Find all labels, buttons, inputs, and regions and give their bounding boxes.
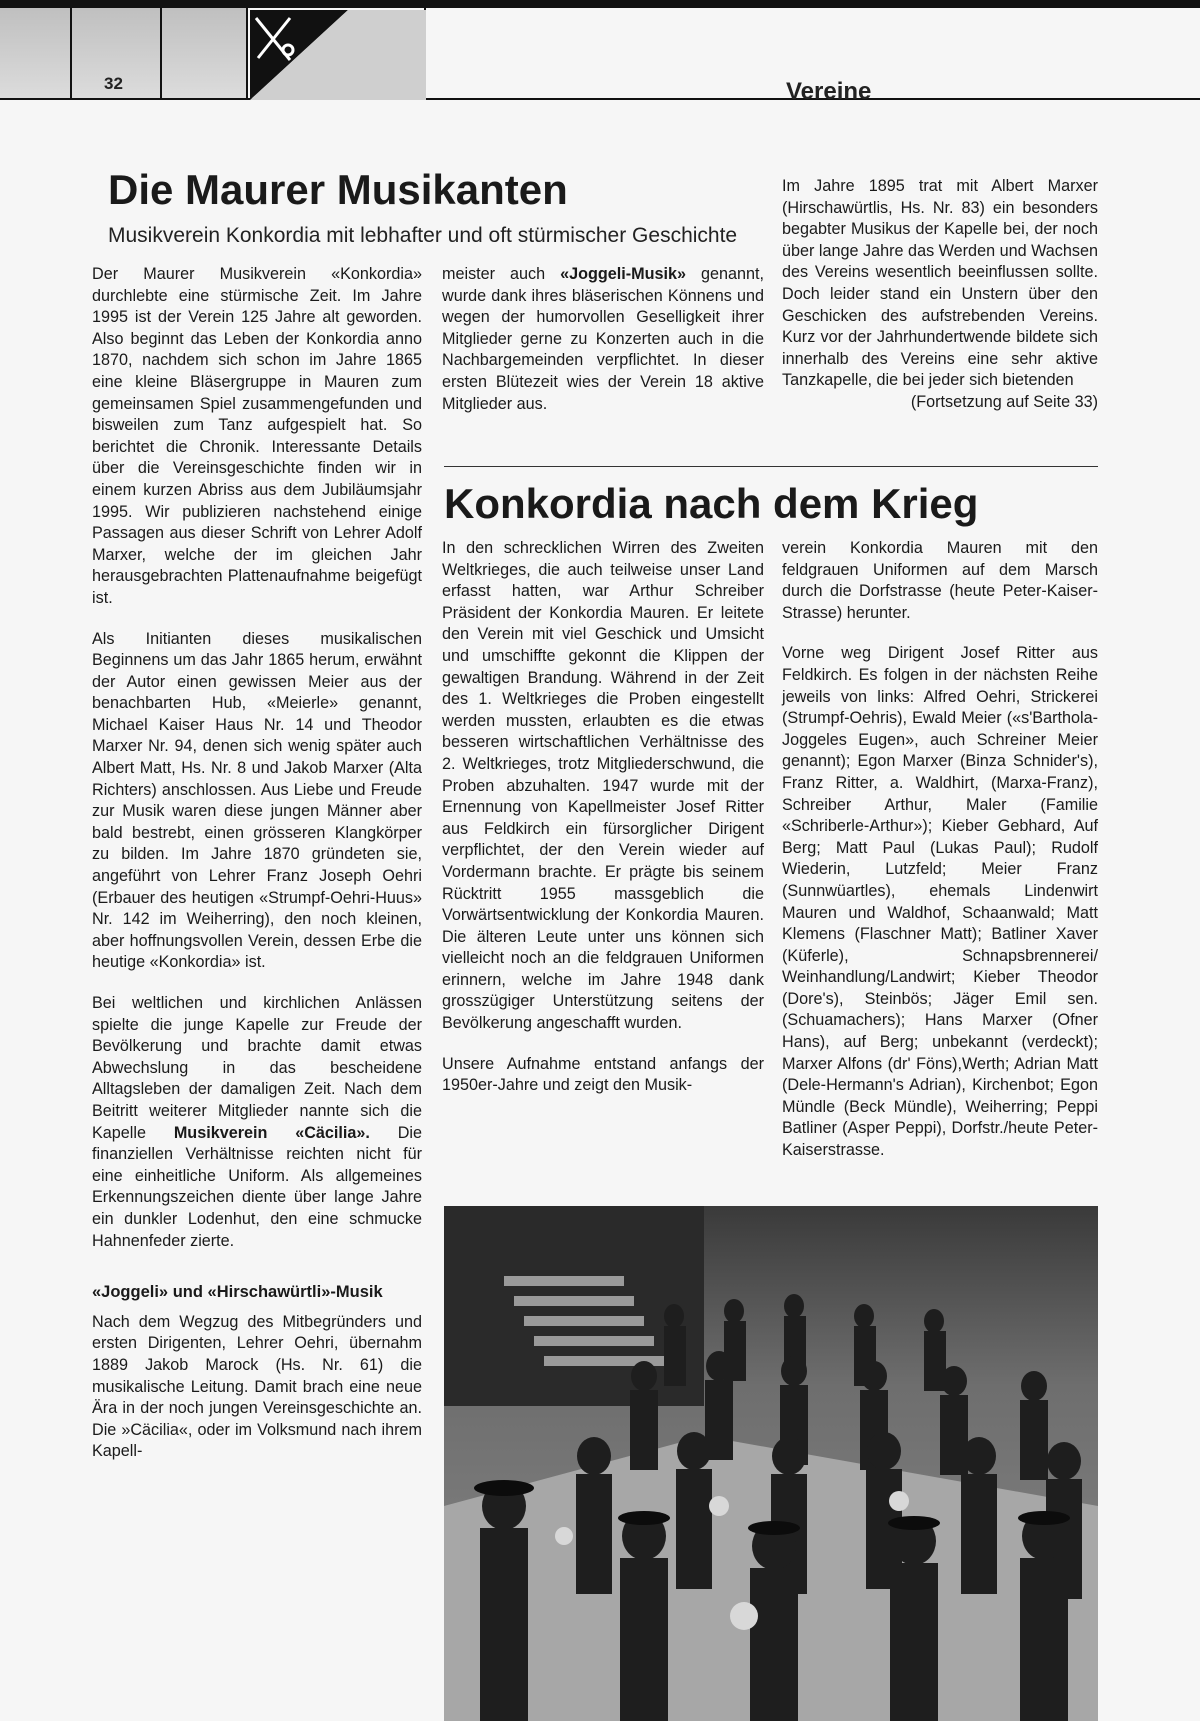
paragraph-text: meister auch	[442, 265, 546, 283]
paragraph	[92, 629, 422, 975]
bold-text: «Joggeli-Musik»	[560, 265, 687, 283]
paragraph	[92, 993, 422, 1252]
article-column-3	[782, 176, 1098, 414]
header-box	[0, 0, 72, 100]
krieg-column-right	[782, 538, 1098, 1162]
paragraph	[442, 264, 764, 415]
top-stripe	[0, 0, 1200, 8]
paragraph: verein Konkordia Mauren mit den feldgrauen Uniformen auf dem Marsch durch die Dorfstrasse (heute Peter-Kaiser-Strasse) herunter.	[782, 539, 1098, 622]
paragraph-text: Die finanziellen Verhältnisse reichten nicht für eine einheitliche Uniform. Als allgemeines Erkennungszeichen diente über lange Jahre ein dunkler Lodenhut, den eine schmucke Hahnenfeder zierte.	[92, 1123, 423, 1250]
section-title: Vereine	[786, 78, 872, 105]
paragraph: Der Maurer Musikverein «Konkordia» durchlebte eine stürmische Zeit. Im Jahre 1995 ist der Verein 125 Jahre alt geworden. Also beginnt das Leben der Konkordia anno 1870, nachdem sich schon im Jahre 1865 eine kleine Bläsergruppe in Mauren zum gemeinsamen Spiel zusammengefunden und bisweilen zum Tanz aufgespielt hat. So berichtet die Chronik. Interessante Details über die Vereinsgeschichte finden wir in einem kurzen Abriss aus dem Jubiläumsjahr 1995. Wir publizieren nachstehend einige Passagen aus dieser Schrift von Lehrer Adolf Marxer, welche der im gleichen Jahr herausgebrachten Plattenaufnahme beigefügt ist.	[92, 265, 422, 607]
paragraph: Unsere Aufnahme entstand anfangs der 1950er-Jahre und zeigt den Musik-	[442, 1054, 764, 1095]
paragraph: Nach dem Wegzug des Mitbegründers und ersten Dirigenten, Lehrer Oehri, übernahm 1889 Jakob Marock (Hs. Nr. 61) die musikalische Leitung. Damit brach eine neue Ära in der noch jungen Vereinsgeschichte an. Die »Cäcilia«, oder im Volksmund nach ihrem Kapell-	[92, 1312, 422, 1461]
article-subtitle: Musikverein Konkordia mit lebhafter und oft stürmischer Geschichte	[108, 224, 738, 247]
paragraph-text: Als Initianten dieses musikalischen Beginnens um das Jahr 1865 herum, erwähnt der Autor einen gewissen Meier aus der benachbarten Hub, «Meierle» genannt, Michael Kaiser Haus Nr. 14 und Theodor Marxer Nr. 94, denen sich wenig später auch Albert Matt, Hs. Nr. 8 und Jakob Marxer (Alta Richters) anschlossen. Aus Liebe und Freude zur Musik waren diese jungen Männer aber bald bestrebt, einen grösseren Klangkörper zu bilden. Im Jahre 1870 gründeten sie, angeführt von Lehrer Franz Joseph Oehri (Erbauer des heutigen «Strumpf-Oehri-Huus» Nr. 142 im Weiherring), den noch kleinen, aber hoffnungsvollen Verein, dessen Erbe die heutige «Konkordia» ist.	[92, 629, 422, 972]
band-march-photo	[444, 1206, 1098, 1721]
krieg-title: Konkordia nach dem Krieg	[444, 480, 979, 527]
article-column-1	[92, 264, 422, 1463]
section-divider	[444, 466, 1098, 467]
crest-emblem-icon	[250, 0, 426, 110]
paragraph-text: Bei weltlichen und kirchlichen Anlässen spielte die junge Kapelle zur Freude der Bevölkerung und brachte damit etwas Abwechslung in das bescheidene Alltagsleben der damaligen Zeit. Nach dem Beitritt weiterer Mitglieder nannte sich die Kapelle	[92, 994, 422, 1142]
krieg-column-left	[442, 538, 764, 1097]
article-title: Die Maurer Musikanten	[108, 166, 568, 213]
continuation-note: (Fortsetzung auf Seite 33)	[910, 392, 1098, 411]
paragraph-text: genannt, wurde dank ihres bläserischen Könnens und wegen der humorvollen Geselligkeit ihrer Mitglieder gerne zu Konzerten auch in die Nachbargemeinden verpflichtet. In dieser ersten Blütezeit wies der Verein 18 aktive Mitglieder aus.	[442, 265, 765, 413]
paragraph: Vorne weg Dirigent Josef Ritter aus Feldkirch. Es folgen in der nächsten Reihe jeweils von links: Alfred Oehri, Strickerei (Strumpf-Oehris), Ewald Meier («s'Barthola-Joggeles Eugen», auch Schreiner Meier genannt); Egon Marxer (Binza Schnider's), Franz Ritter, a. Waldhirt, (Marxa-Franz), Schreiber Arthur, Maler (Familie «Schriberle-Arthur»); Kieber Gebhard, Auf Berg; Matt Paul (Lukas Paul); Rudolf Wiederin, Lutzfeld; Meier Franz (Sunnwüartles), ehemals Lindenwirt Mauren und Waldhof, Schaanwald; Matt Klemens (Flaschner Matt); Batliner Xaver (Küferle), Schnapsbrennerei/ Weinhandlung/Landwirt; Kieber Theodor (Dore's), Steinbös; Jäger Emil sen. (Schuamachers); Hans Marxer (Ofner Hans), auf Berg; unbekannt (verdeckt); Marxer Alfons (dr' Föns),Werth; Adrian Matt (Dele-Hermann's Adrian), Kirchenbot; Egon Mündle (Beck Mündle), Weiherring; Peppi Batliner (Asper Peppi), Dorfstr./heute Peter-Kaiserstrasse.	[782, 644, 1098, 1160]
header-box	[162, 0, 248, 100]
page-header	[0, 0, 1200, 100]
subheading: «Joggeli» und «Hirschawürtli»-Musik	[92, 1283, 383, 1302]
page-number: 32	[104, 74, 123, 93]
article-column-2	[442, 264, 764, 415]
bold-text: Musikverein «Cäcilia».	[173, 1123, 370, 1142]
paragraph: In den schrecklichen Wirren des Zweiten Weltkrieges, die auch teilweise unser Land erfasst hatten, war Arthur Schreiber Präsident der Konkordia Mauren. Er leitete den Verein mit viel Geschick und Umsicht und umschiffte gekonnt die Klippen der gewaltigen Brandung. Während in der Zeit des 1. Weltkrieges die Proben eingestellt werden mussten, erlaubten es die etwas besseren wirtschaftlichen Verhältnisse des 2. Weltkrieges, trotz Mitgliederschwund, die Proben abzuhalten. 1947 wurde mit der Ernennung von Kapellmeister Josef Ritter aus Feldkirch ein fürsorglicher Dirigent verpflichtet, der den Verein wieder auf Vordermann brachte. Er prägte bis seinem Rücktritt 1955 massgeblich die Vorwärtsentwicklung der Konkordia Mauren. Die älteren Leute unter uns können sich vielleicht noch an die feldgrauen Uniformen erinnern, welche im Jahre 1948 dank grosszügiger Unterstützung seitens der Bevölkerung angeschafft wurden.	[442, 539, 764, 1033]
paragraph: Im Jahre 1895 trat mit Albert Marxer (Hirschawürtlis, Hs. Nr. 83) ein besonders begabter Musikus der Kapelle bei, der noch über lange Jahre das Werden und Wachsen des Vereins wesentlich beeinflussen sollte. Doch leider stand ein Unstern über den Geschicken des aufstrebenden Vereins. Kurz vor der Jahrhundertwende bildete sich innerhalb des Vereins eine sehr aktive Tanzkapelle, die bei jeder sich bietenden	[782, 177, 1098, 390]
